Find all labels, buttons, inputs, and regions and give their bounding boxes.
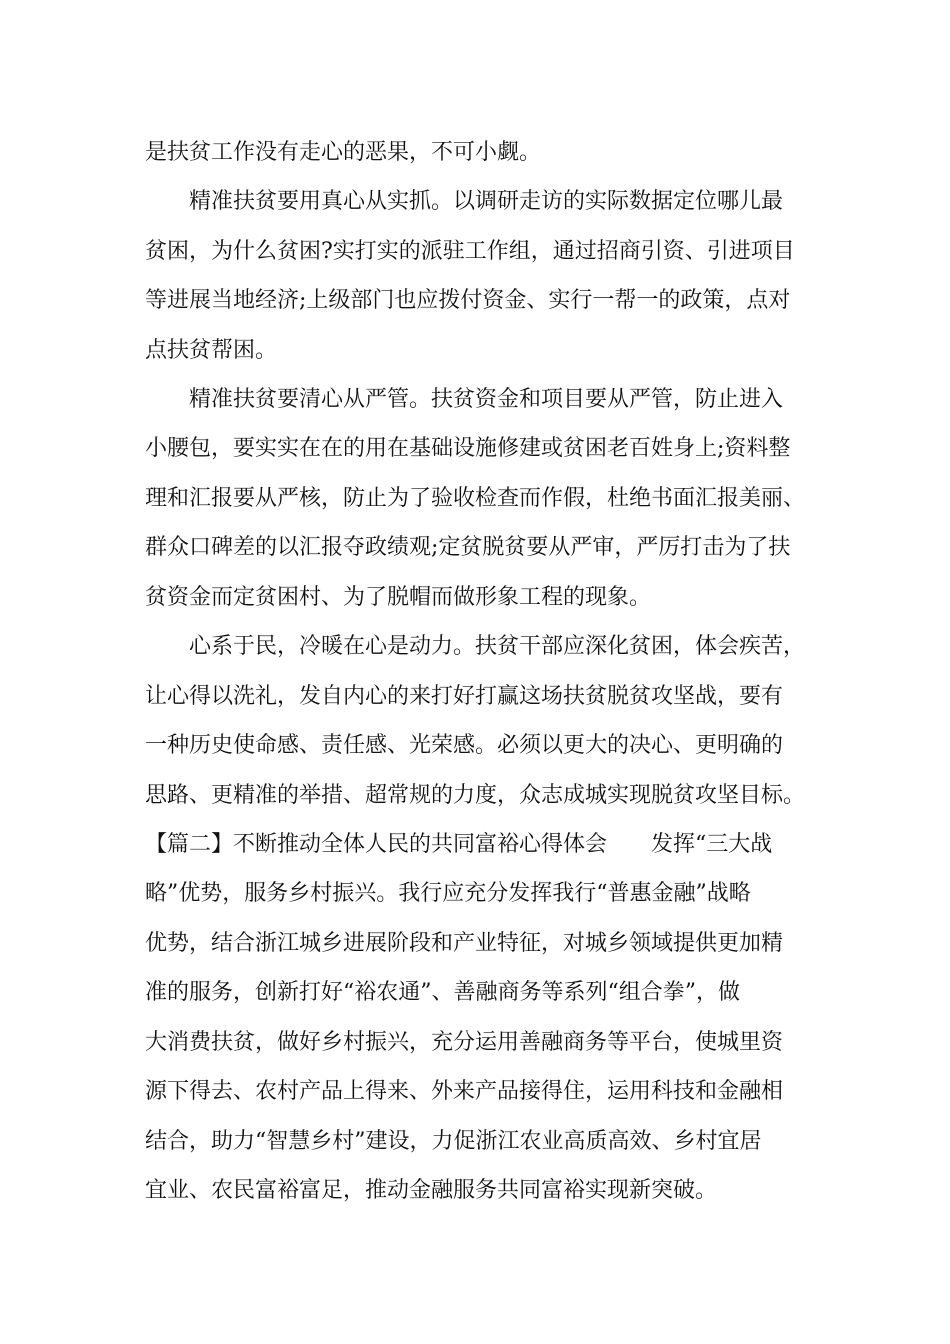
text-line: 理和汇报要从严核，防止为了验收检查而作假，杜绝书面汇报美丽、 [145,486,806,511]
text-line: 群众口碑差的以汇报夺政绩观;定贫脱贫要从严审，严厉打击为了扶 [145,535,791,560]
text-line: 让心得以洗礼，发自内心的来打好打赢这场扶贫脱贫攻坚战，要有 [145,684,784,709]
text-line: 等进展当地经济;上级部门也应拨付资金、实行一帮一的政策，点对 [145,288,791,313]
text-line: 贫困，为什么贫困?实打实的派驻工作组，通过招商引资、引进项目 [145,239,795,264]
text-line: 优势，结合浙江城乡进展阶段和产业特征，对城乡领域提供更加精 [145,931,784,956]
text-line: 宜业、农民富裕富足，推动金融服务共同富裕实现新突破。 [145,1178,718,1203]
text-line: 小腰包，要实实在在的用在基础设施修建或贫困老百姓身上;资料整 [145,436,791,461]
text-line: 是扶贫工作没有走心的恶果，不可小觑。 [145,140,542,165]
text-line: 源下得去、农村产品上得来、外来产品接得住，运用科技和金融相 [145,1079,784,1104]
paragraph-first-line: 精准扶贫要清心从严管。扶贫资金和项目要从严管，防止进入 [189,387,784,412]
paragraph-first-line: 精准扶贫要用真心从实抓。以调研走访的实际数据定位哪儿最 [189,189,784,214]
paragraph-first-line: 心系于民，冷暖在心是动力。扶贫干部应深化贫困，体会疾苦， [189,634,806,659]
text-line: 贫资金而定贫困村、为了脱帽而做形象工程的现象。 [145,585,652,610]
text-line: 大消费扶贫，做好乡村振兴，充分运用善融商务等平台，使城里资 [145,1030,784,1055]
text-line: 一种历史使命感、责任感、光荣感。必须以更大的决心、更明确的 [145,733,784,758]
text-line: 点扶贫帮困。 [145,338,278,363]
text-line: 结合，助力“智慧乡村”建设，力促浙江农业高质高效、乡村宜居 [145,1129,762,1154]
text-line: 思路、更精准的举措、超常规的力度，众志成城实现脱贫攻坚目标。 [145,783,806,808]
text-line: 准的服务，创新打好“裕农通”、善融商务等系列“组合拳”，做 [145,980,740,1005]
section-heading-line: 【篇二】不断推动全体人民的共同富裕心得体会 发挥“三大战 [145,832,773,857]
text-line: 略”优势，服务乡村振兴。我行应充分发挥我行“普惠金融”战略 [145,881,751,906]
